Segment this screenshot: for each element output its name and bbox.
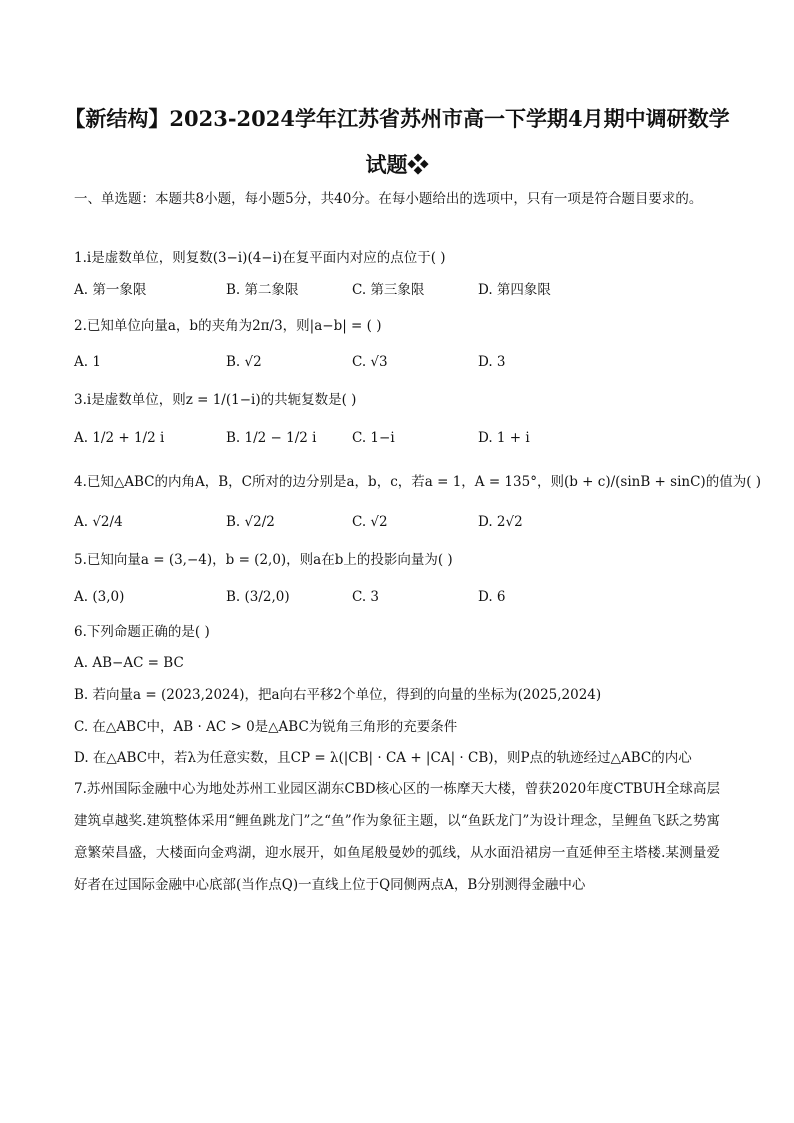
q3-option-d: D. 1 + i [478, 430, 530, 446]
q2-option-d: D. 3 [478, 354, 506, 370]
q1-option-d: D. 第四象限 [478, 282, 551, 298]
question-1-stem: 1.i是虚数单位，则复数(3−i)(4−i)在复平面内对应的点位于( ) [74, 250, 446, 266]
question-7-stem: 7.苏州国际金融中心为地处苏州工业园区湖东CBD核心区的一栋摩天大楼，曾获2020年度CTBUH全球高层建筑卓越奖.建筑整体采用“鲤鱼跳龙门”之“鱼”作为象征主题，以“鱼跃龙门”为设计理念，呈鲤鱼飞跃之势寓意繁荣昌盛，大楼面向金鸡湖，迎水展开，如鱼尾般曼妙的弧线，从水面沿裙房一直延伸至主塔楼.某测量爱好者在过国际金融中心底部(当作点Q)一直线上位于Q同侧两点A，B分别测得金融中心 [74, 781, 720, 893]
q2-option-b: B. √2 [226, 354, 262, 370]
q6-option-a: A. AB−AC = BC [74, 655, 184, 671]
q4-option-b: B. √2/2 [226, 514, 275, 530]
question-4-stem: 4.已知△ABC的内角A，B，C所对的边分别是a，b，c，若a = 1，A = 135°，则(b + c)/(sinB + sinC)的值为( ) [74, 474, 762, 490]
question-3-stem: 3.i是虚数单位，则z = 1/(1−i)的共轭复数是( ) [74, 392, 357, 408]
q5-option-a: A. (3,0) [74, 589, 125, 605]
q4-option-a: A. √2/4 [74, 514, 123, 530]
question-6-stem: 6.下列命题正确的是( ) [74, 624, 210, 640]
q3-option-b: B. 1/2 − 1/2 i [226, 430, 317, 446]
section-heading: 一、单选题：本题共8小题，每小题5分，共40分。在每小题给出的选项中，只有一项是符合题目要求的。 [74, 191, 703, 207]
q1-option-a: A. 第一象限 [74, 282, 147, 298]
q5-option-c: C. 3 [352, 589, 380, 605]
q4-option-d: D. 2√2 [478, 514, 523, 530]
question-5-stem: 5.已知向量a = (3,−4)，b = (2,0)，则a在b上的投影向量为( ) [74, 552, 453, 568]
q5-option-d: D. 6 [478, 589, 506, 605]
q2-option-c: C. √3 [352, 354, 388, 370]
question-2-stem: 2.已知单位向量a，b的夹角为2π/3，则|a−b| = ( ) [74, 318, 382, 334]
q6-option-d: D. 在△ABC中，若λ为任意实数，且CP = λ(|CB| · CA + |CA| · CB)，则P点的轨迹经过△ABC的内心 [74, 750, 692, 766]
q1-option-c: C. 第三象限 [352, 282, 425, 298]
q4-option-c: C. √2 [352, 514, 388, 530]
q2-option-a: A. 1 [74, 354, 101, 370]
q6-option-c: C. 在△ABC中，AB · AC > 0是△ABC为锐角三角形的充要条件 [74, 719, 458, 735]
q1-option-b: B. 第二象限 [226, 282, 299, 298]
page-title: 【新结构】2023-2024学年江苏省苏州市高一下学期4月期中调研数学试题❖ [64, 106, 730, 177]
q3-option-a: A. 1/2 + 1/2 i [74, 430, 165, 446]
q6-option-b: B. 若向量a = (2023,2024)，把a向右平移2个单位，得到的向量的坐标为(2025,2024) [74, 687, 602, 703]
q5-option-b: B. (3/2,0) [226, 589, 290, 605]
q3-option-c: C. 1−i [352, 430, 395, 446]
